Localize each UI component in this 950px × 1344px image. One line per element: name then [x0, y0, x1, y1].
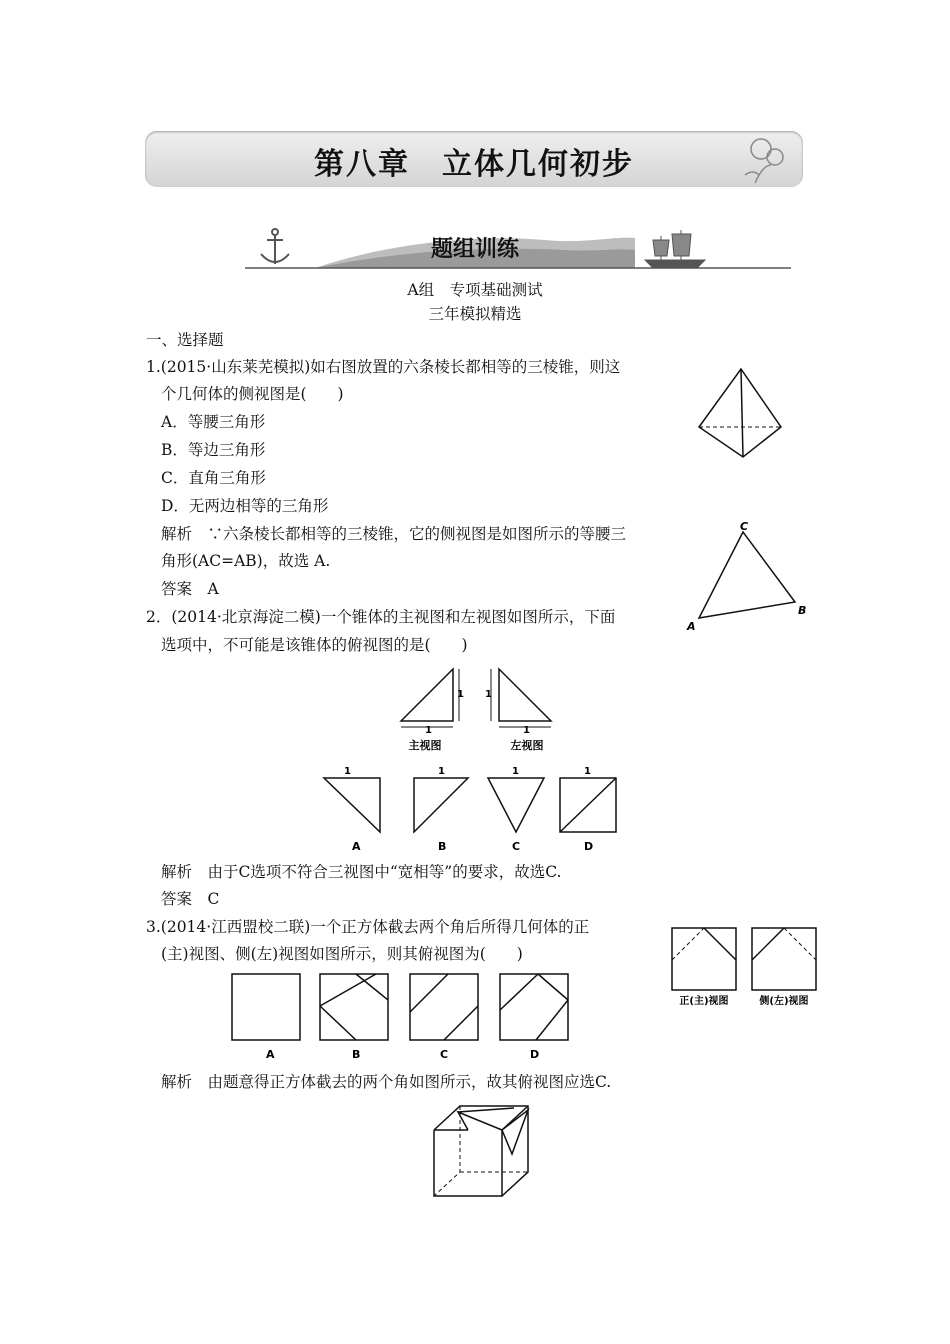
q2-choice-d-dim: 1	[584, 766, 591, 777]
q3-front-view-label: 正(主)视图	[679, 996, 729, 1007]
q2-choice-c-label: C	[512, 840, 521, 853]
q1-vertex-c-label: C	[740, 520, 749, 533]
q2-choice-a-label: A	[352, 840, 361, 853]
q1-option-c: C．直角三角形	[161, 469, 266, 487]
q3-analysis: 解析 由题意得正方体截去的两个角如图所示，故其俯视图应选C.	[161, 1073, 612, 1091]
q3-choice-c-shape	[410, 974, 478, 1040]
group-subtitle: 三年模拟精选	[428, 305, 522, 323]
q1-option-d: D．无两边相等的三角形	[161, 497, 329, 515]
anchor-icon	[261, 229, 289, 264]
q2-analysis: 解析 由于C选项不符合三视图中“宽相等”的要求，故选C.	[161, 863, 562, 881]
q1-option-b: B．等边三角形	[161, 441, 266, 459]
q1-stem-line2: 个几何体的侧视图是( )	[161, 385, 344, 403]
q3-stem-line1: 3.(2014·江西盟校二联)一个正方体截去两个角后所得几何体的正	[146, 918, 590, 936]
q2-left-view-label: 左视图	[510, 739, 544, 752]
q3-cube-figure	[428, 1100, 538, 1200]
q3-choice-b-shape	[320, 974, 388, 1040]
q2-choice-b-shape	[414, 778, 468, 832]
q2-front-dim-label: 1	[425, 725, 432, 736]
section-banner-title: 题组训练	[430, 237, 520, 262]
q2-front-view	[401, 669, 459, 727]
q1-vertex-a-label: A	[687, 620, 696, 632]
q2-front-height-label: 1	[457, 689, 464, 700]
q2-choice-c-dim: 1	[512, 766, 519, 777]
part-title: 一、选择题	[146, 331, 224, 349]
q2-front-view-label: 主视图	[408, 739, 442, 752]
q2-three-views-figure	[395, 665, 560, 755]
q1-stem-line1: 1.(2015·山东莱芜模拟)如右图放置的六条棱长都相等的三棱锥，则这	[146, 358, 621, 376]
flower-decoration-icon	[735, 135, 799, 185]
q3-choice-c-label: C	[440, 1048, 449, 1061]
q1-vertex-b-label: B	[798, 604, 807, 617]
q2-left-height-label: 1	[485, 689, 492, 700]
q3-choice-a-label: A	[266, 1048, 275, 1061]
q2-choice-c-shape	[488, 778, 544, 832]
q1-option-a: A．等腰三角形	[161, 413, 266, 431]
q3-choices-figure	[226, 970, 576, 1064]
q2-choice-a-shape	[324, 778, 380, 832]
q2-choice-d-shape	[560, 778, 616, 832]
q2-left-view	[491, 669, 551, 727]
q3-side-view-label: 侧(左)视图	[759, 996, 809, 1007]
q1-tetrahedron-figure	[695, 365, 785, 461]
q3-choice-b-label: B	[352, 1048, 361, 1061]
q3-choice-d-shape	[500, 974, 568, 1040]
q3-choice-d-label: D	[530, 1048, 540, 1061]
q1-analysis-line1: 解析 ∵六条棱长都相等的三棱锥，它的侧视图是如图所示的等腰三	[161, 525, 627, 543]
q2-choice-a-dim: 1	[344, 766, 351, 777]
section-banner	[245, 226, 791, 272]
q3-given-views-figure	[668, 924, 823, 1010]
q2-choice-b-dim: 1	[438, 766, 445, 777]
q2-choice-b-label: B	[438, 840, 447, 853]
q2-choices-figure	[318, 764, 630, 854]
q1-side-view-figure	[683, 518, 813, 632]
sailing-ship-icon	[645, 230, 705, 268]
q2-choice-d-label: D	[584, 840, 594, 853]
q2-stem-line1: 2．(2014·北京海淀二模)一个锥体的主视图和左视图如图所示，下面	[146, 608, 616, 626]
q3-stem-line2: (主)视图、侧(左)视图如图所示，则其俯视图为( )	[161, 945, 523, 963]
q1-analysis-line2: 角形(AC=AB)，故选 A.	[161, 552, 331, 570]
q2-stem-line2: 选项中，不可能是该锥体的俯视图的是( )	[161, 636, 468, 654]
q2-left-dim-label: 1	[523, 725, 530, 736]
q2-answer: 答案 C	[161, 890, 220, 908]
chapter-title: 第八章 立体几何初步	[314, 147, 634, 182]
q3-choice-a-shape	[232, 974, 300, 1040]
chapter-banner	[145, 131, 803, 187]
q1-answer: 答案 A	[161, 580, 219, 598]
group-title: A组 专项基础测试	[407, 281, 543, 299]
